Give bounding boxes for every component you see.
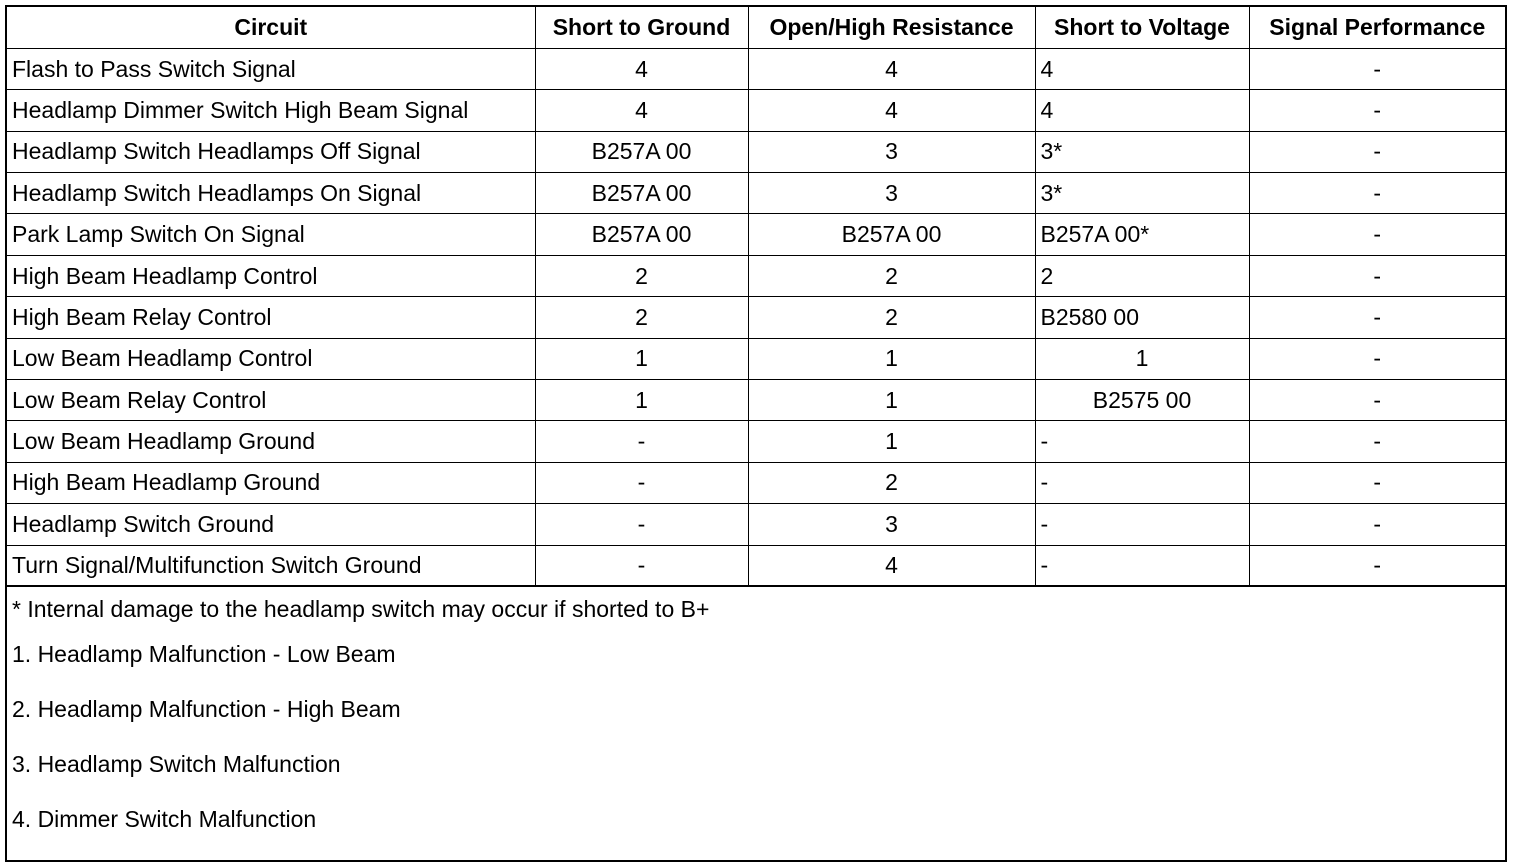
cell-signal-performance: - bbox=[1249, 462, 1505, 503]
table-row bbox=[7, 255, 1505, 296]
cell-short-to-voltage: B257A 00* bbox=[1035, 214, 1249, 255]
table-row bbox=[7, 545, 1505, 586]
header-open-high-resistance: Open/High Resistance bbox=[748, 7, 1035, 48]
cell-short-to-ground: 4 bbox=[535, 90, 748, 131]
cell-signal-performance: - bbox=[1249, 90, 1505, 131]
cell-circuit: Headlamp Switch Headlamps On Signal bbox=[7, 173, 535, 214]
table-row bbox=[7, 214, 1505, 255]
cell-short-to-ground: B257A 00 bbox=[535, 214, 748, 255]
cell-short-to-ground: - bbox=[535, 462, 748, 503]
cell-open-high-resistance: 1 bbox=[748, 380, 1035, 421]
cell-open-high-resistance: 1 bbox=[748, 421, 1035, 462]
cell-short-to-voltage: - bbox=[1035, 462, 1249, 503]
footnote-2: 2. Headlamp Malfunction - High Beam bbox=[12, 696, 401, 723]
cell-short-to-voltage: - bbox=[1035, 545, 1249, 586]
cell-circuit: High Beam Headlamp Control bbox=[7, 255, 535, 296]
footnote-4: 4. Dimmer Switch Malfunction bbox=[12, 806, 317, 833]
cell-short-to-ground: 2 bbox=[535, 297, 748, 338]
cell-circuit: High Beam Headlamp Ground bbox=[7, 462, 535, 503]
cell-circuit: Low Beam Headlamp Control bbox=[7, 338, 535, 379]
cell-short-to-voltage: 3* bbox=[1035, 173, 1249, 214]
cell-short-to-voltage: B2580 00 bbox=[1035, 297, 1249, 338]
table-row bbox=[7, 90, 1505, 131]
cell-signal-performance: - bbox=[1249, 421, 1505, 462]
cell-open-high-resistance: 3 bbox=[748, 504, 1035, 545]
footnote-3: 3. Headlamp Switch Malfunction bbox=[12, 751, 341, 778]
cell-signal-performance: - bbox=[1249, 380, 1505, 421]
cell-short-to-ground: 1 bbox=[535, 380, 748, 421]
cell-signal-performance: - bbox=[1249, 48, 1505, 89]
cell-short-to-ground: - bbox=[535, 545, 748, 586]
cell-open-high-resistance: 2 bbox=[748, 255, 1035, 296]
cell-circuit: Turn Signal/Multifunction Switch Ground bbox=[7, 545, 535, 586]
footnote-asterisk: * Internal damage to the headlamp switch may occur if shorted to B+ bbox=[12, 596, 710, 623]
cell-signal-performance: - bbox=[1249, 131, 1505, 172]
cell-short-to-voltage: 4 bbox=[1035, 90, 1249, 131]
cell-circuit: Low Beam Headlamp Ground bbox=[7, 421, 535, 462]
table-row bbox=[7, 338, 1505, 379]
cell-open-high-resistance: 2 bbox=[748, 462, 1035, 503]
cell-short-to-voltage: - bbox=[1035, 504, 1249, 545]
cell-open-high-resistance: 4 bbox=[748, 545, 1035, 586]
cell-short-to-voltage: 2 bbox=[1035, 255, 1249, 296]
cell-short-to-ground: - bbox=[535, 504, 748, 545]
header-row bbox=[7, 7, 1505, 48]
header-signal-performance: Signal Performance bbox=[1249, 7, 1505, 48]
cell-short-to-voltage: 1 bbox=[1035, 338, 1249, 379]
cell-circuit: Park Lamp Switch On Signal bbox=[7, 214, 535, 255]
cell-short-to-ground: 2 bbox=[535, 255, 748, 296]
cell-signal-performance: - bbox=[1249, 504, 1505, 545]
cell-open-high-resistance: B257A 00 bbox=[748, 214, 1035, 255]
cell-short-to-ground: - bbox=[535, 421, 748, 462]
footnotes bbox=[7, 587, 1505, 847]
cell-circuit: Flash to Pass Switch Signal bbox=[7, 48, 535, 89]
cell-short-to-voltage: - bbox=[1035, 421, 1249, 462]
cell-circuit: Headlamp Switch Ground bbox=[7, 504, 535, 545]
cell-short-to-voltage: 3* bbox=[1035, 131, 1249, 172]
cell-open-high-resistance: 2 bbox=[748, 297, 1035, 338]
cell-circuit: High Beam Relay Control bbox=[7, 297, 535, 338]
cell-short-to-voltage: 4 bbox=[1035, 48, 1249, 89]
diagnostic-table-frame bbox=[5, 5, 1507, 862]
table-row bbox=[7, 462, 1505, 503]
cell-open-high-resistance: 4 bbox=[748, 48, 1035, 89]
cell-circuit: Headlamp Switch Headlamps Off Signal bbox=[7, 131, 535, 172]
table-row bbox=[7, 131, 1505, 172]
cell-open-high-resistance: 1 bbox=[748, 338, 1035, 379]
cell-signal-performance: - bbox=[1249, 173, 1505, 214]
cell-short-to-voltage: B2575 00 bbox=[1035, 380, 1249, 421]
footnote-1: 1. Headlamp Malfunction - Low Beam bbox=[12, 641, 396, 668]
cell-open-high-resistance: 4 bbox=[748, 90, 1035, 131]
table-row bbox=[7, 173, 1505, 214]
header-circuit: Circuit bbox=[7, 7, 535, 48]
cell-circuit: Low Beam Relay Control bbox=[7, 380, 535, 421]
cell-short-to-ground: 4 bbox=[535, 48, 748, 89]
header-short-to-ground: Short to Ground bbox=[535, 7, 748, 48]
cell-short-to-ground: B257A 00 bbox=[535, 173, 748, 214]
cell-short-to-ground: B257A 00 bbox=[535, 131, 748, 172]
cell-signal-performance: - bbox=[1249, 545, 1505, 586]
table-row bbox=[7, 504, 1505, 545]
cell-signal-performance: - bbox=[1249, 214, 1505, 255]
cell-signal-performance: - bbox=[1249, 297, 1505, 338]
circuit-diagnostic-table bbox=[7, 7, 1505, 587]
table-row bbox=[7, 297, 1505, 338]
header-short-to-voltage: Short to Voltage bbox=[1035, 7, 1249, 48]
cell-signal-performance: - bbox=[1249, 255, 1505, 296]
table-row bbox=[7, 380, 1505, 421]
table-row bbox=[7, 48, 1505, 89]
cell-open-high-resistance: 3 bbox=[748, 131, 1035, 172]
cell-signal-performance: - bbox=[1249, 338, 1505, 379]
cell-circuit: Headlamp Dimmer Switch High Beam Signal bbox=[7, 90, 535, 131]
cell-open-high-resistance: 3 bbox=[748, 173, 1035, 214]
cell-short-to-ground: 1 bbox=[535, 338, 748, 379]
table-row bbox=[7, 421, 1505, 462]
